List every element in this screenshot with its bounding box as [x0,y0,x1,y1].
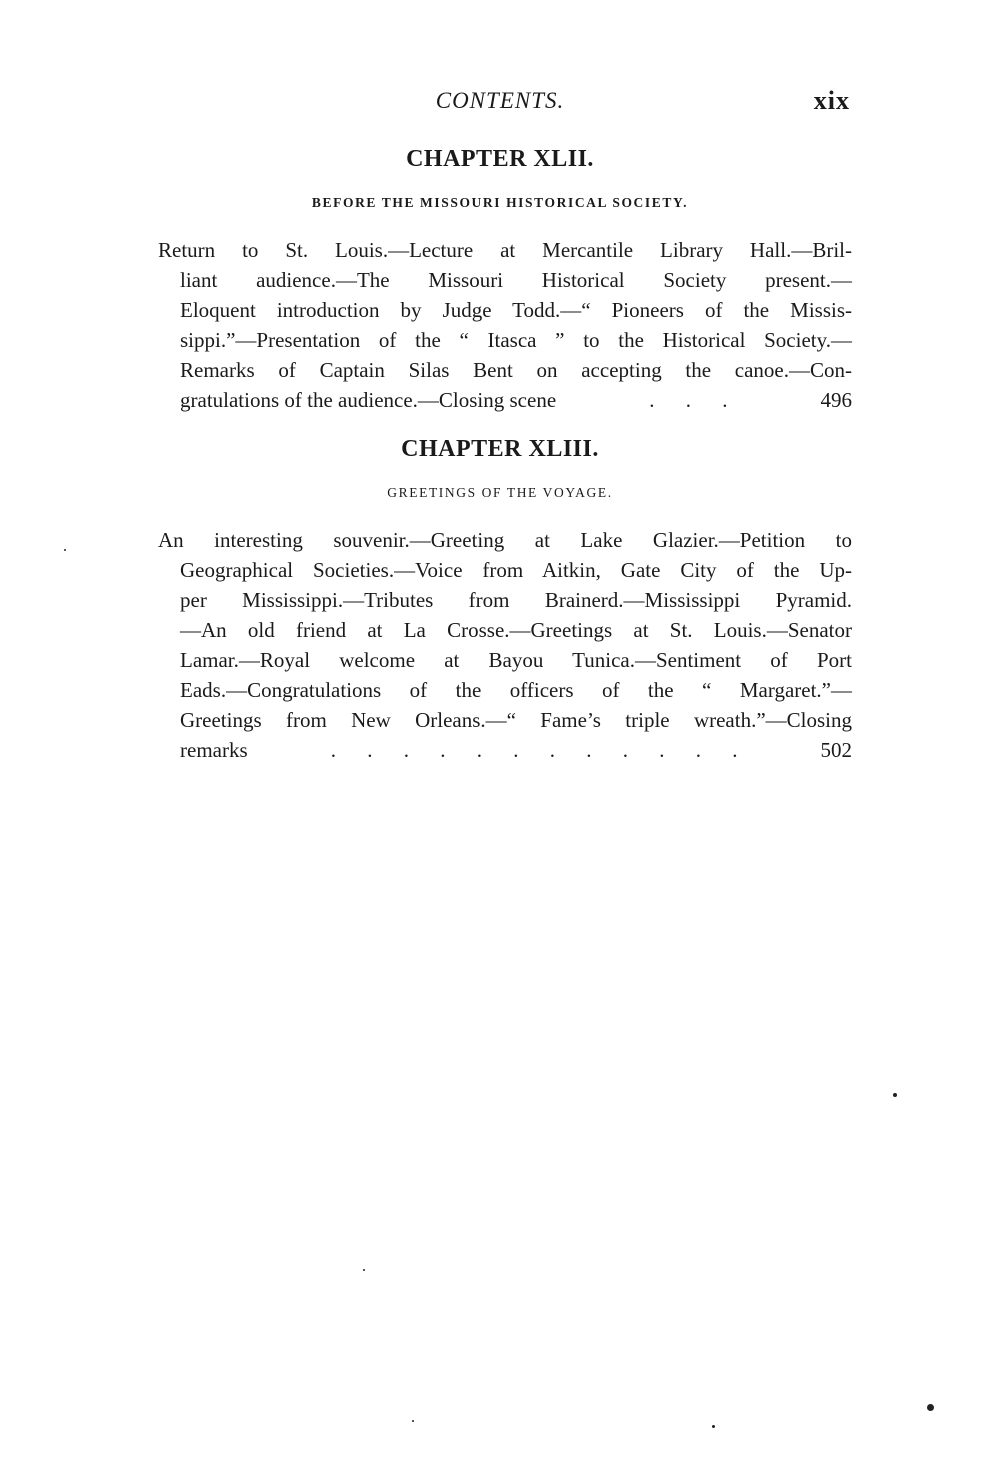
summary-line: liant audience.—The Missouri Historical Society present.— [180,268,852,292]
dot-leader: . . . [649,388,728,412]
page-folio: xix [813,86,850,115]
chapter-summary [158,525,852,765]
scan-speck [712,1425,715,1428]
summary-line: per Mississippi.—Tributes from Brainerd.—Mississippi Pyramid. [180,588,852,612]
summary-line: Eads.—Congratulations of the officers of the “ Margaret.”— [180,678,852,702]
scan-speck [64,549,66,551]
page-reference: 502 [820,738,852,762]
summary-line: Return to St. Louis.—Lecture at Mercantile Library Hall.—Bril- [158,238,852,262]
summary-line-end: remarks [180,738,248,762]
summary-last-line [158,735,852,765]
scan-speck [412,1420,414,1422]
summary-line-end: gratulations of the audience.—Closing scene [180,388,557,412]
running-title: CONTENTS. [435,88,565,113]
chapter-summary [158,235,852,415]
page-reference: 496 [820,388,852,412]
chapter-xliii [0,436,1000,765]
summary-last-line [158,385,852,415]
dot-leader: . . . . . . . . . . . . [330,738,738,762]
chapter-title: CHAPTER XLIII. [401,436,599,462]
running-head [0,86,1000,120]
chapter-title: CHAPTER XLII. [406,146,594,172]
scan-speck [893,1093,897,1097]
chapter-xlii [0,146,1000,415]
summary-line: Greetings from New Orleans.—“ Fame’s triple wreath.”—Closing [180,708,852,732]
summary-line: Geographical Societies.—Voice from Aitkin, Gate City of the Up- [180,558,852,582]
summary-line: Lamar.—Royal welcome at Bayou Tunica.—Sentiment of Port [180,648,852,672]
summary-line: Remarks of Captain Silas Bent on accepting the canoe.—Con- [180,358,852,382]
chapter-subtitle: GREETINGS OF THE VOYAGE. [387,485,613,500]
summary-line: sippi.”—Presentation of the “ Itasca ” to the Historical Society.— [180,328,852,352]
chapter-subtitle: BEFORE THE MISSOURI HISTORICAL SOCIETY. [311,195,689,210]
summary-line: An interesting souvenir.—Greeting at Lake Glazier.—Petition to [158,528,852,552]
summary-line: Eloquent introduction by Judge Todd.—“ Pioneers of the Missis- [180,298,852,322]
scan-speck [927,1404,934,1411]
scan-speck [363,1269,365,1271]
summary-line: —An old friend at La Crosse.—Greetings at St. Louis.—Senator [180,618,852,642]
